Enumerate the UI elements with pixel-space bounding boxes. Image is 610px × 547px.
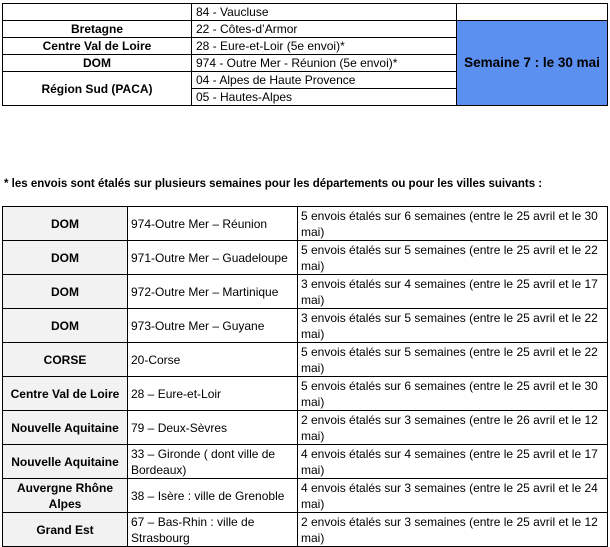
region-cell: DOM: [3, 55, 192, 72]
department-cell: 84 - Vaucluse: [192, 4, 457, 21]
table-row: [3, 275, 608, 309]
department-cell: 974-Outre Mer – Réunion: [128, 207, 298, 241]
region-cell: Région Sud (PACA): [3, 72, 192, 106]
department-cell: 974 - Outre Mer - Réunion (5e envoi)*: [192, 55, 457, 72]
region-cell: Bretagne: [3, 21, 192, 38]
region-cell: Centre Val de Loire: [3, 38, 192, 55]
region-cell: Grand Est: [3, 513, 128, 547]
footnote: * les envois sont étalés sur plusieurs semaines pour les départements ou pour les villes suivants :: [4, 178, 543, 190]
table-row: [3, 241, 608, 275]
region-cell: DOM: [3, 275, 128, 309]
table-row: [3, 445, 608, 479]
department-cell: 05 - Hautes-Alpes: [192, 89, 457, 106]
table-row: [3, 21, 608, 38]
department-cell: 973-Outre Mer – Guyane: [128, 309, 298, 343]
staggered-shipments-body: [3, 207, 608, 547]
region-cell: CORSE: [3, 343, 128, 377]
department-cell: 28 – Eure-et-Loir: [128, 377, 298, 411]
description-cell: 3 envois étalés sur 4 semaines (entre le 25 avril et le 17 mai): [298, 275, 608, 309]
department-cell: 972-Outre Mer – Martinique: [128, 275, 298, 309]
table-row: [3, 377, 608, 411]
region-cell: Auvergne Rhône Alpes: [3, 479, 128, 513]
department-cell: 971-Outre Mer – Guadeloupe: [128, 241, 298, 275]
region-cell: DOM: [3, 241, 128, 275]
table-row: [3, 479, 608, 513]
department-cell: 79 – Deux-Sèvres: [128, 411, 298, 445]
department-cell: 38 – Isère : ville de Grenoble: [128, 479, 298, 513]
description-cell: 5 envois étalés sur 5 semaines (entre le 25 avril et le 22 mai): [298, 241, 608, 275]
table-row: [3, 513, 608, 547]
description-cell: 3 envois étalés sur 5 semaines (entre le 25 avril et le 22 mai): [298, 309, 608, 343]
description-cell: 5 envois étalés sur 6 semaines (entre le 25 avril et le 30 mai): [298, 207, 608, 241]
region-cell: [3, 4, 192, 21]
region-cell: Centre Val de Loire: [3, 377, 128, 411]
department-cell: 28 - Eure-et-Loir (5e envoi)*: [192, 38, 457, 55]
department-cell: 22 - Côtes-d’Armor: [192, 21, 457, 38]
schedule-table-week7: [2, 3, 608, 106]
week-label-cell: Semaine 7 : le 30 mai: [457, 21, 608, 106]
empty-week-cell: [457, 4, 608, 21]
region-cell: DOM: [3, 207, 128, 241]
department-cell: 04 - Alpes de Haute Provence: [192, 72, 457, 89]
table-row: [3, 343, 608, 377]
table-row: [3, 4, 608, 21]
region-cell: Nouvelle Aquitaine: [3, 445, 128, 479]
department-cell: 67 – Bas-Rhin : ville de Strasbourg: [128, 513, 298, 547]
department-cell: 33 – Gironde ( dont ville de Bordeaux): [128, 445, 298, 479]
description-cell: 2 envois étalés sur 3 semaines (entre le 26 avril et le 12 mai): [298, 411, 608, 445]
staggered-shipments-table: [2, 206, 608, 547]
table-row: [3, 207, 608, 241]
description-cell: 2 envois étalés sur 3 semaines (entre le 25 avril et le 12 mai): [298, 513, 608, 547]
table-row: [3, 309, 608, 343]
region-cell: DOM: [3, 309, 128, 343]
table-row: [3, 411, 608, 445]
description-cell: 4 envois étalés sur 4 semaines (entre le 25 avril et le 17 mai): [298, 445, 608, 479]
description-cell: 5 envois étalés sur 5 semaines (entre le 25 avril et le 22 mai): [298, 343, 608, 377]
description-cell: 5 envois étalés sur 6 semaines (entre le 25 avril et le 30 mai): [298, 377, 608, 411]
description-cell: 4 envois étalés sur 3 semaines (entre le 25 avril et le 24 mai): [298, 479, 608, 513]
region-cell: Nouvelle Aquitaine: [3, 411, 128, 445]
department-cell: 20-Corse: [128, 343, 298, 377]
